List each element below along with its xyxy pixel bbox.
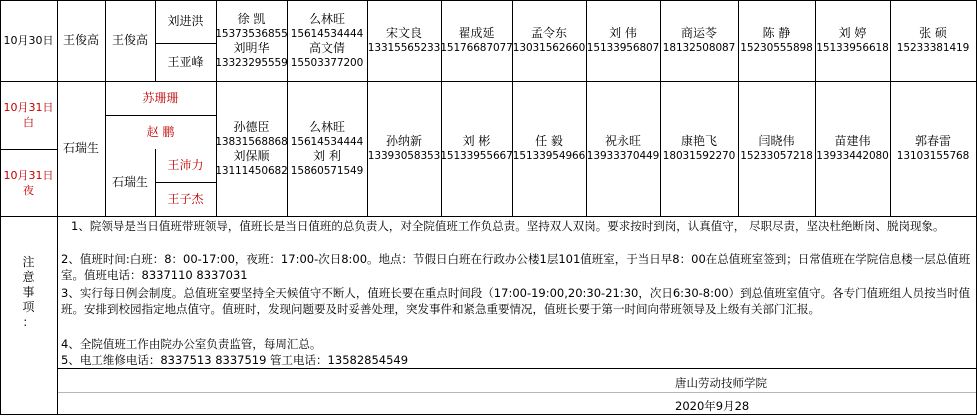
note-item: 2、值班时间:白班：8：00-17:00，夜班：17:00-次日8:00。地点：节假日白班在行政办公楼1层101值班室，于当日早8：00在总值班室签到；日常值班在学院信息楼一层总值班室。值班电话：8337110 8337031 bbox=[61, 252, 971, 282]
staff-name: 陈 静 bbox=[762, 26, 791, 40]
notes-label-char: 项 bbox=[22, 299, 35, 314]
staff-name: 刘明华 bbox=[233, 40, 270, 55]
staff-name: 刘 伟 bbox=[609, 26, 637, 40]
staff-phone: 13111450682 bbox=[215, 164, 288, 177]
note-item: 5、电工维修电话：8337513 8337519 管工电话：13582854549 bbox=[61, 353, 409, 367]
staff-cell bbox=[738, 0, 815, 81]
sub-cell-night bbox=[155, 182, 216, 216]
staff-cell bbox=[660, 0, 738, 81]
staff-phone: 15133956618 bbox=[816, 42, 889, 54]
staff-name: 孙德臣 bbox=[233, 119, 270, 134]
staff-name: 孙纳新 bbox=[385, 134, 422, 148]
notes-label bbox=[0, 216, 57, 368]
staff-name: 康艳飞 bbox=[680, 134, 717, 148]
sub-name: 赵 鹏 bbox=[146, 124, 175, 139]
staff-phone: 13393058353 bbox=[367, 150, 441, 162]
staff-phone: 18132508087 bbox=[662, 42, 736, 54]
date-cell-night bbox=[0, 149, 57, 216]
notes-label-char: 注 bbox=[22, 254, 35, 269]
staff-phone: 15230555898 bbox=[740, 42, 813, 54]
staff-phone: 13323295559 bbox=[215, 56, 288, 69]
staff-phone: 15133956807 bbox=[586, 42, 660, 54]
footer-date: 2020年9月28 bbox=[675, 399, 750, 413]
staff-phone: 15133955667 bbox=[440, 150, 513, 162]
notes-label-char: ： bbox=[22, 314, 35, 329]
staff-phone: 15233381419 bbox=[896, 42, 970, 54]
staff-phone: 15614534444 bbox=[290, 27, 364, 40]
date-cell-day bbox=[0, 81, 57, 149]
staff-cell bbox=[216, 81, 287, 216]
sub-name: 王亚峰 bbox=[167, 54, 204, 69]
notes-label-char: 意 bbox=[22, 269, 35, 284]
leader-cell bbox=[57, 81, 105, 216]
staff-phone: 13933370449 bbox=[586, 150, 660, 162]
sub-name: 刘进洪 bbox=[167, 14, 204, 28]
staff-cell bbox=[287, 81, 367, 216]
director-name: 王俊高 bbox=[111, 33, 148, 47]
staff-name: 翟成延 bbox=[458, 26, 495, 40]
staff-name: 张 硕 bbox=[919, 26, 947, 40]
staff-phone: 13031562660 bbox=[512, 42, 586, 54]
note-item: 4、全院值班工作由院办公室负责监管，每周汇总。 bbox=[61, 337, 322, 351]
staff-cell bbox=[441, 0, 512, 81]
director-cell bbox=[105, 0, 155, 81]
director-cell bbox=[105, 149, 155, 216]
staff-phone: 15503377200 bbox=[290, 56, 364, 69]
staff-cell bbox=[216, 0, 287, 81]
notes-label-char: 事 bbox=[22, 284, 35, 299]
staff-name: 刘 婷 bbox=[838, 26, 867, 40]
date-cell bbox=[0, 0, 57, 81]
staff-cell bbox=[738, 81, 815, 216]
staff-cell bbox=[586, 81, 660, 216]
sub-name: 王沛力 bbox=[167, 158, 204, 172]
staff-name: 么林旺 bbox=[308, 11, 345, 26]
staff-cell bbox=[367, 81, 441, 216]
staff-phone: 15614534444 bbox=[290, 135, 364, 148]
staff-phone: 13933442080 bbox=[816, 150, 889, 162]
staff-phone: 15373536855 bbox=[215, 27, 288, 40]
staff-cell bbox=[287, 0, 367, 81]
staff-phone: 18031592270 bbox=[662, 150, 736, 162]
sub-cell-day bbox=[105, 81, 216, 115]
staff-cell bbox=[890, 0, 976, 81]
org-name: 唐山劳动技师学院 bbox=[675, 376, 767, 390]
staff-phone: 15133954966 bbox=[512, 150, 586, 162]
staff-cell bbox=[815, 81, 890, 216]
staff-cell bbox=[441, 81, 512, 216]
leader-name: 王俊高 bbox=[62, 33, 99, 47]
staff-name: 祝永旺 bbox=[604, 134, 641, 148]
staff-phone: 15860571549 bbox=[290, 164, 364, 177]
note-item: 1、院领导是当日值班带班领导，值班长是当日值班的总负责人，对全院值班工作负总责。坚持双人双岗。要求按时到岗，认真值守， 尽职尽责，坚决杜绝断岗、脱岗现象。 bbox=[71, 219, 945, 233]
staff-cell bbox=[660, 81, 738, 216]
staff-cell bbox=[815, 0, 890, 81]
staff-name: 徐 凯 bbox=[237, 11, 266, 26]
staff-name: 高文倩 bbox=[308, 40, 345, 55]
staff-name: 郭春雷 bbox=[914, 134, 951, 148]
sub-cell bbox=[155, 0, 216, 43]
note-item: 3、实行每日例会制度。总值班室要坚持全天候值守不断人，值班长要在重点时间段（17:00-19:00,20:30-21:30，次日6:30-8:00）到总值班室值守。各专门值班组人员按当时值班。安排到校园指定地点值守。值班时，发现问题要及时妥善处理，突发事件和紧急重要情况，值班长要于第一时间向带班领导及上级有关部门汇报。 bbox=[61, 286, 971, 316]
staff-phone: 13103155768 bbox=[896, 150, 970, 162]
sub-cell-night bbox=[155, 149, 216, 182]
date-label: 10月31日 夜 bbox=[3, 168, 54, 197]
sub-cell-day bbox=[105, 115, 216, 149]
staff-cell bbox=[367, 0, 441, 81]
staff-name: 闫晓伟 bbox=[758, 134, 795, 148]
date-label: 10月30日 bbox=[3, 34, 54, 47]
staff-name: 任 毅 bbox=[535, 134, 563, 148]
staff-name: 么林旺 bbox=[308, 119, 345, 134]
staff-name: 刘 彬 bbox=[462, 134, 491, 148]
staff-phone: 15233057218 bbox=[740, 150, 813, 162]
director-name: 石瑞生 bbox=[111, 175, 148, 189]
staff-name: 商运苓 bbox=[680, 26, 717, 40]
leader-name: 石瑞生 bbox=[62, 141, 99, 155]
sub-name: 王子杰 bbox=[167, 191, 204, 206]
staff-name: 刘 利 bbox=[313, 148, 341, 163]
leader-cell bbox=[57, 0, 105, 81]
date-label: 10月31日 白 bbox=[3, 101, 54, 129]
staff-cell bbox=[512, 81, 586, 216]
staff-name: 苗建伟 bbox=[834, 134, 871, 148]
staff-name: 孟令东 bbox=[530, 26, 567, 40]
staff-cell bbox=[586, 0, 660, 81]
sub-name: 苏珊珊 bbox=[142, 90, 179, 105]
staff-cell bbox=[890, 81, 976, 216]
staff-phone: 15176687077 bbox=[440, 42, 513, 54]
sub-cell bbox=[155, 43, 216, 81]
staff-phone: 13315565233 bbox=[367, 42, 441, 54]
staff-name: 刘保顺 bbox=[233, 148, 270, 163]
staff-cell bbox=[512, 0, 586, 81]
staff-phone: 13831568868 bbox=[215, 135, 288, 148]
staff-name: 宋文良 bbox=[385, 26, 422, 40]
